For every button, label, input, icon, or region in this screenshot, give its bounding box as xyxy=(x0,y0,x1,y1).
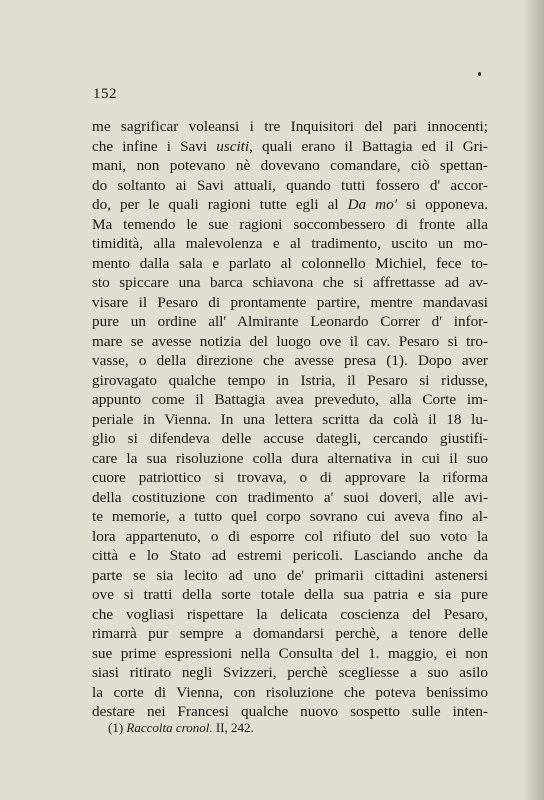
text-line: città e lo Stato ad estremi pericoli. Lasciando anche da xyxy=(92,547,488,564)
text-line: pure un ordine all' Almirante Leonardo Correr d' infor- xyxy=(92,313,488,330)
text-line: appunto come il Battagia avea preveduto, alla Corte im- xyxy=(92,391,488,408)
text-line: te memorie, a tutto quel corpo sovrano cui aveva fino al- xyxy=(92,508,488,525)
text-line: do soltanto ai Savi attuali, quando tutti fossero d' accor- xyxy=(92,176,488,194)
text-line: me sagrificar voleansi i tre Inquisitori del pari innocenti; xyxy=(92,118,488,135)
text-line: girovagato qualche tempo in Istria, il Pesaro si ridusse, xyxy=(92,371,488,389)
text-line: glio si difendeva delle accuse dategli, cercando giustifi- xyxy=(92,430,488,447)
body-text xyxy=(92,117,488,722)
text-line: do, per le quali ragioni tutte egli al Da mo' si opponeva. xyxy=(92,196,488,213)
text-line: sto spiccare una barca schiavona che si affrettasse ad av- xyxy=(92,274,488,291)
text-line: la corte di Vienna, con risoluzione che poteva benissimo xyxy=(92,683,488,701)
text-line: mani, non potevano nè dovevano comandare, ciò spettan- xyxy=(92,157,488,174)
ink-speck xyxy=(478,72,481,76)
text-line: vasse, o della direzione che avesse presa (1). Dopo aver xyxy=(92,352,488,369)
text-line: ove si tratti della sorte totale della sua patria e sia pure xyxy=(92,586,488,603)
footnote: (1) Raccolta cronol. II, 242. xyxy=(108,720,254,735)
text-line: della costituzione con tradimento a' suoi doveri, alle avi- xyxy=(92,488,488,506)
text-line: destare nei Francesi qualche nuovo sospetto sulle inten- xyxy=(92,703,488,720)
text-line: che vogliasi rispettare la delicata coscienza del Pesaro, xyxy=(92,605,488,623)
text-line: rimarrà pur sempre a domandarsi perchè, a tenore delle xyxy=(92,625,488,642)
text-line: periale in Vienna. In una lettera scritta da colà il 18 lu- xyxy=(92,410,488,428)
text-line: mare se avesse notizia del luogo ove il cav. Pesaro si tro- xyxy=(92,332,488,350)
text-line: timidità, alla malevolenza e al tradimento, uscito un mo- xyxy=(92,235,488,252)
text-line: care la sua risoluzione colla dura alternativa in cui il suo xyxy=(92,449,488,467)
text-line: che infine i Savi usciti, quali erano il Battagia ed il Gri- xyxy=(92,137,488,155)
text-line: mento dalla sala e parlato al colonnello Michiel, fece to- xyxy=(92,254,488,272)
text-line: sue prime espressioni nella Consulta del 1. maggio, ei non xyxy=(92,644,488,662)
text-line: siasi ritirato negli Svizzeri, perchè scegliesse a suo asilo xyxy=(92,664,488,681)
text-line: lora appartenuto, o di esporre col rifiuto del suo voto la xyxy=(92,527,488,545)
text-line: visare il Pesaro di prontamente partire, mentre mandavasi xyxy=(92,293,488,311)
text-line: cuore patriottico si trovava, o di approvare la riforma xyxy=(92,469,488,486)
text-line: Ma temendo le sue ragioni soccombessero di fronte alla xyxy=(92,215,488,233)
text-line: parte se sia lecito ad uno de' primarii cittadini astenersi xyxy=(92,566,488,584)
page-number: 152 xyxy=(93,86,117,102)
